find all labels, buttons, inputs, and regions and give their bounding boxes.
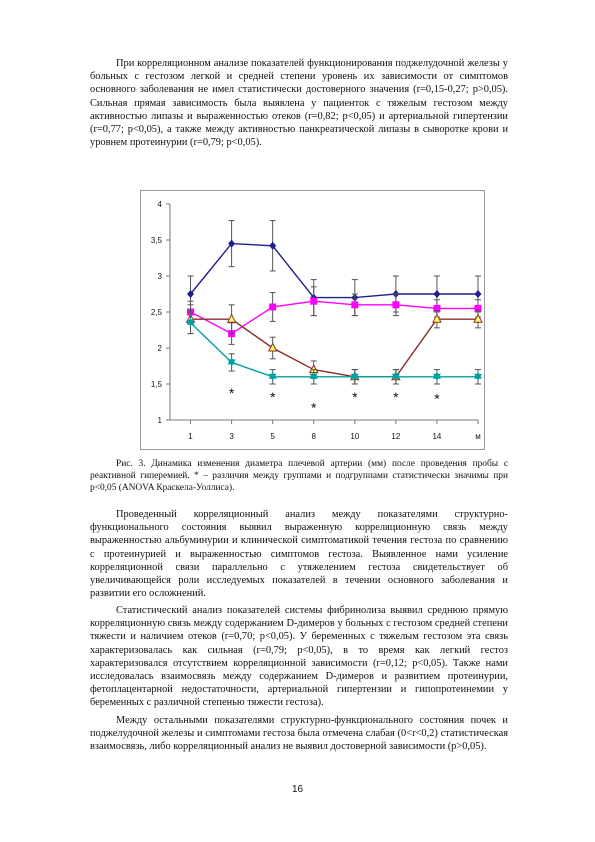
paragraph-1: При корреляционном анализе показателей функционирования поджелудочной железы у больных с гестозом легкой и средней степени уровень их зависимости от симптомов основного заболевания не имел статистически достоверного значения (r=0,15-0,27; p>0,05). Сильная прямая зависимость была выявлена у пациенток с тяжелым гестозом между активностью липазы и выраженностью отеков (r=0,82; p<0,05) и артериальной гипертензии (r=0,77; p<0,05), а также между активностью панкреатической липазы в сыворотке крови и уровнем протеинурии (r=0,79; p<0,05). [90,58,508,149]
significance-marker: * [434,390,440,407]
y-tick-label: 1 [157,416,162,425]
x-tick-label: 14 [432,432,442,441]
figure-caption: Рис. 3. Динамика изменения диаметра плечевой артерии (мм) после проведения пробы с реактивной гиперемией. * – различия между группами и подгруппами статистически значимы при p<0,05 (ANOVA Краскела-Уоллиса). [90,459,508,493]
significance-marker: * [269,389,276,406]
data-point-square [310,298,317,305]
x-tick-label: 12 [391,432,401,441]
paragraph-4: Между остальными показателями структурно-функционального состояния почек и поджелудочной железы и симптомами гестоза была отмечена слабая (0<r<0,2) статистическая взаимосвязь, либо корреляционный анализ не выявил достоверной зависимости (p>0,05). [90,715,508,753]
paragraph-3: Статистический анализ показателей системы фибринолиза выявил среднюю прямую корреляционную связь между содержанием D-димеров у больных с гестозом средней степени тяжести и наличием отеков (r=0,70; p<0,05). У беременных с тяжелым гестозом эта связь характеризовалась как сильная (r=0,79; p<0,05), в то время как легкий гестоз характеризовался отсутствием корреляционной зависимости (r=0,12; p<0,05). Также нами исследовалась взаимосвязь между содержанием D-димеров и развитием протеинурии, фетоплацентарной недостаточности, артериальной гипертензии и гипопротеинемии у беременных с различной степенью тяжести гестоза). [90,605,508,709]
paragraph-2: Проведенный корреляционный анализ между показателями структурно-функционального состояния выявил выраженную корреляционную связь между выраженностью альбуминурии и клинической симптоматикой течения гестоза по сравнению с протеинурией и выраженностью симптомов гестоза. Выявленное нами усиление корреляционной связи параллельно с утяжелением гестоза свидетельствует об увеличивающейся роли исследуемых показателей в течении основного заболевания и развитии его осложнений. [90,509,508,600]
figure-3 [140,190,485,450]
x-tick-label: 1 [188,432,193,441]
data-point-square [351,301,358,308]
data-point-square [269,303,276,310]
data-point-square [392,301,399,308]
x-tick-label: 8 [311,432,316,441]
y-tick-label: 2 [157,344,162,353]
significance-marker: * [352,389,358,406]
significance-marker: * [311,399,317,416]
significance-marker: * [393,389,399,406]
y-tick-label: 2,5 [150,308,162,317]
x-tick-label: м [475,432,481,441]
y-tick-label: 1,5 [150,380,162,389]
y-tick-label: 3 [157,272,162,281]
x-tick-label: 5 [270,432,275,441]
x-tick-label: 3 [229,432,234,441]
x-tick-label: 10 [350,432,360,441]
significance-marker: * [228,384,235,401]
y-tick-label: 4 [157,200,162,209]
page-number: 16 [291,784,304,795]
y-tick-label: 3,5 [150,236,162,245]
line-chart [140,190,485,450]
